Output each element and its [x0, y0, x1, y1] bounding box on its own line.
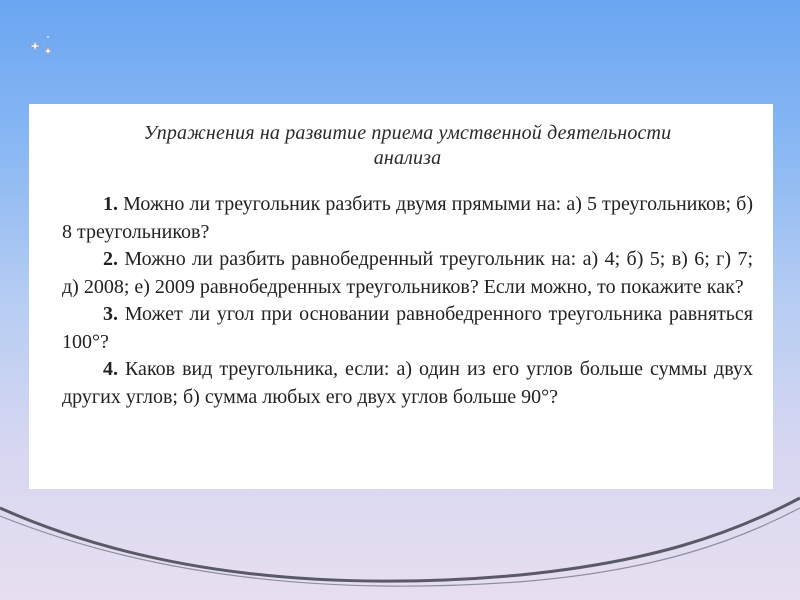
slide-title-line: анализа: [373, 147, 442, 169]
exercise-text: Каков вид треугольника, если: а) один из его углов больше суммы двух других углов; б) сумма любых его двух углов больше 90°?: [62, 358, 753, 408]
exercise-item: [62, 246, 753, 301]
exercise-item: [62, 191, 753, 246]
exercise-item: [62, 301, 753, 356]
exercise-number: 2.: [103, 248, 118, 270]
exercise-card: [29, 104, 773, 489]
exercise-item: [62, 356, 753, 411]
slide-title: [62, 121, 753, 171]
decorative-curves: [0, 480, 800, 600]
exercise-number: 4.: [103, 358, 118, 380]
exercise-number: 1.: [103, 193, 118, 215]
sparkle-icon: [26, 34, 66, 64]
exercise-text: Можно ли разбить равнобедренный треугольник на: а) 4; б) 5; в) 6; г) 7; д) 2008; е) 2009 равнобедренных треугольников? Если можно, то покажите как?: [62, 248, 753, 298]
exercise-text: Может ли угол при основании равнобедренного треугольника равняться 100°?: [62, 303, 753, 353]
slide-title-line: Упражнения на развитие приема умственной деятельности: [143, 122, 672, 144]
exercise-number: 3.: [103, 303, 118, 325]
exercise-text: Можно ли треугольник разбить двумя прямыми на: а) 5 треугольников; б) 8 треугольников?: [62, 193, 753, 243]
